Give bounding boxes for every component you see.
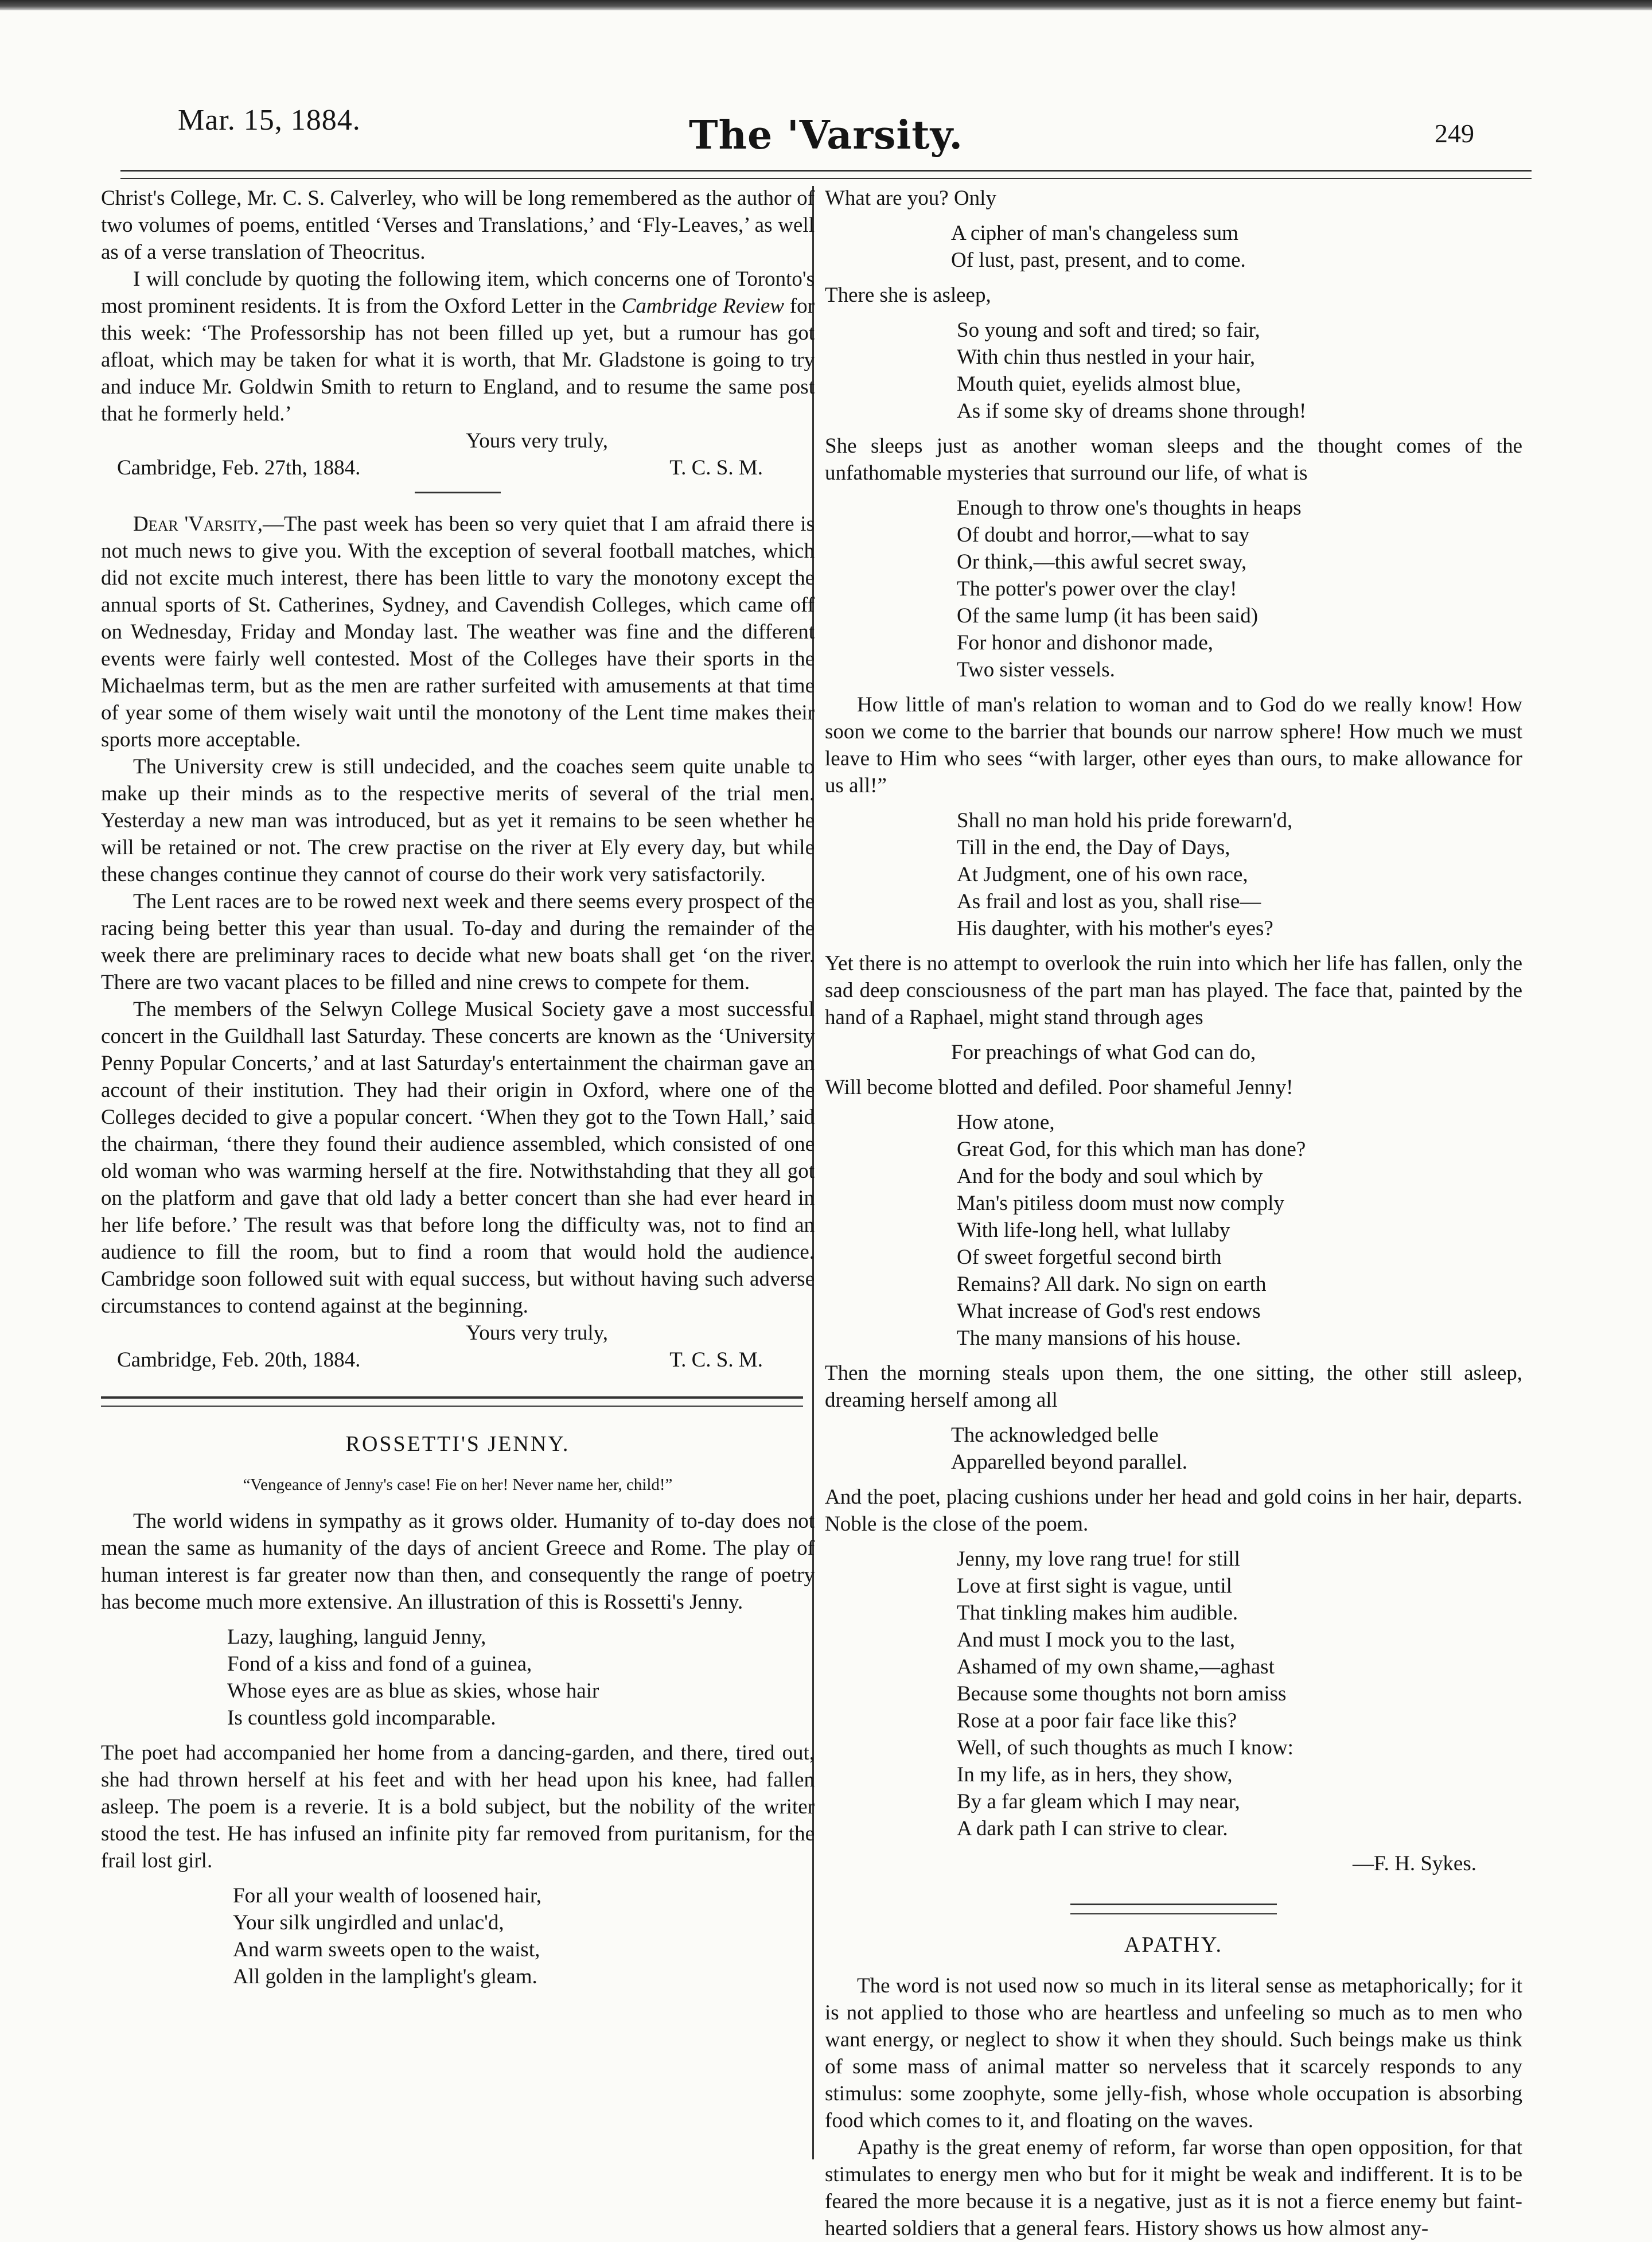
letter-paragraph [101,511,815,753]
header-rule [120,170,1532,179]
signature-line [101,1346,815,1373]
article-paragraph: Yet there is no attempt to overlook the ruin into which her life has fallen, only the sad deep consciousness of the part man has played. The face that, painted by the hand of a Raphael, might stand through ages [825,952,1522,1029]
issue-date: Mar. 15, 1884. [178,104,361,137]
article-paragraph: Then the morning steals upon them, the one sitting, the other still asleep, dreaming herself among all [825,1361,1522,1412]
verse-quote: Lazy, laughing, languid Jenny, Fond of a kiss and fond of a guinea, Whose eyes are as blue as skies, whose hair Is countless gold incomparable. [227,1625,599,1730]
article-paragraph: The poet had accompanied her home from a dancing-garden, and there, tired out, she had thrown herself at his feet and with her head upon his knee, had fallen asleep. The poem is a reverie. It is a bold subject, but the nobility of the writer stood the test. He has infused an infinite pity far removed from puritanism, for the frail lost girl. [101,1741,815,1873]
verse-quote: Jenny, my love rang true! for still Love at first sight is vague, until That tinkling makes him audible. And must I mock you to the last, Ashamed of my own shame,—aghast Because some thoughts not born amiss Rose at a poor fair face like this? Well, of such thoughts as much I know: In my life, as in hers, they show, By a far gleam which I may near, A dark path I can strive to clear. [957,1547,1293,1840]
closing: Yours very truly, [466,1321,608,1345]
letter-paragraph: Christ's College, Mr. C. S. Calverley, who will be long remembered as the author of two volumes of poems, entitled ‘Verses and Translations,’ and ‘Fly-Leaves,’ as well as of a verse translation of Theocritus. [101,186,815,264]
epigraph: “Vengeance of Jenny's case! Fie on her! Never name her, child!” [243,1476,673,1494]
left-column [101,185,815,1998]
verse-quote: Shall no man hold his pride forewarn'd, Till in the end, the Day of Days, At Judgment, one of his own race, As frail and lost as you, shall rise— His daughter, with his mother's eyes? [957,809,1293,940]
letter-paragraph: The University crew is still undecided, and the coaches seem quite unable to make up their minds as to the respective merits of several of the trial men. Yesterday a new man was introduced, but as yet it remains to be seen whether he will be retained or not. The crew practise on the river at Ely every day, but while these changes continue they cannot of course do their work very satisfactorily. [101,755,815,886]
letter-paragraph [101,266,815,427]
place-date: Cambridge, Feb. 27th, 1884. [117,456,361,480]
publication-title: Cambridge Review [621,294,784,318]
text-run: I will conclude by quoting the following item, which concerns one of Toronto's most prominent residents. It is from the Oxford Letter in the [101,267,815,318]
author-signature: —F. H. Sykes. [1353,1852,1476,1875]
page-header [0,98,1652,166]
verse-quote: How atone, Great God, for this which man has done? And for the body and soul which by Man's pitiless doom must now comply With life-long hell, what lullaby Of sweet forgetful second birth Remains? All dark. No sign on earth What increase of God's rest endows The many mansions of his house. [957,1111,1306,1350]
verse-quote: Enough to throw one's thoughts in heaps Of doubt and horror,—what to say Or think,—this awful secret sway, The potter's power over the clay! Of the same lump (it has been said) For honor and dishonor made, Two sister vessels. [957,496,1302,682]
page-top-edge [0,0,1652,10]
article-paragraph: How little of man's relation to woman and to God do we really know! How soon we come to the barrier that bounds our narrow sphere! How much we must leave to Him who sees “with larger, other eyes than ours, to make allowance for us all!” [825,693,1522,797]
closing: Yours very truly, [466,429,608,453]
initials: T. C. S. M. [669,456,763,480]
text-run: for this week: ‘The Professorship has not been filled up yet, but a rumour has got afloat, which may be taken for what it is worth, that Mr. Gladstone is going to try and induce Mr. Goldwin Smith to return to England, and to resume the same post that he formerly held.’ [101,294,815,426]
article-paragraph: There she is asleep, [825,283,991,307]
verse-quote: For all your wealth of loosened hair, Your silk ungirdled and unlac'd, And warm sweets open to the waist, All golden in the lamplight's gleam. [233,1884,541,1988]
letter-paragraph: The Lent races are to be rowed next week and there seems every prospect of the racing being better this year than usual. To-day and during the remainder of the week there are preliminary races to decide what new boats shall get ‘on the river. There are two vacant places to be filled and nine crews to compete for them. [101,890,815,994]
verse-quote: So young and soft and tired; so fair, With chin thus nestled in your hair, Mouth quiet, eyelids almost blue, As if some sky of dreams shone through! [957,318,1307,423]
article-paragraph: Will become blotted and defiled. Poor shameful Jenny! [825,1076,1293,1099]
place-date: Cambridge, Feb. 20th, 1884. [117,1348,361,1372]
verse-quote: The acknowledged belle Apparelled beyond parallel. [951,1423,1187,1474]
letter-paragraph: The members of the Selwyn College Musical Society gave a most successful concert in the Guildhall last Saturday. These concerts are known as the ‘University Penny Popular Concerts,’ and at last Saturday's entertainment the chairman gave an account of their institution. They had their origin in Oxford, where one of the Colleges decided to give a popular concert. ‘When they got to the Town Hall,’ said the chairman, ‘there they found their audience assembled, which consisted of one old woman who was warming herself at the fire. Notwithstahding that they all got on the platform and gave that old lady a better concert than she had ever heard in her life before.’ The result was that before long the difficulty was, not to find an audience to fill the room, but to find a room that would hold the audience. Cambridge soon followed suit with equal success, but without having such adverse circumstances to contend against at the beginning. [101,998,815,1318]
article-divider [1070,1904,1277,1914]
article-paragraph: The world widens in sympathy as it grows older. Humanity of to-day does not mean the same as humanity of the days of ancient Greece and Rome. The play of human interest is far greater now than then, and consequently the range of poetry has become much more extensive. An illustration of this is Rossetti's Jenny. [101,1509,815,1614]
signature-line [101,454,815,481]
article-paragraph: And the poet, placing cushions under her head and gold coins in her hair, departs. Noble is the close of the poem. [825,1485,1522,1536]
text-run: —The past week has been so very quiet that I am afraid there is not much news to give you. With the exception of several football matches, which did not excite much interest, there has been little to vary the monotony except the annual sports of St. Catherines, Sydney, and Cavendish Colleges, which came off on Wednesday, Friday and Monday last. The weather was fine and the different events were fairly well contested. Most of the Colleges have their sports in the Michaelmas term, but as the men are rather surfeited with amusements at that time of year some of them wisely wait until the monotony of the Lent time makes their sports more acceptable. [101,512,815,752]
article-title: APATHY. [1124,1933,1224,1957]
initials: T. C. S. M. [669,1348,763,1372]
salutation: Dear 'Varsity, [133,512,263,536]
article-divider [101,1396,803,1407]
article-paragraph: What are you? Only [825,186,996,210]
article-paragraph: She sleeps just as another woman sleeps and the thought comes of the unfathomable mysteries that surround our life, of what is [825,434,1522,485]
page-number: 249 [1435,119,1474,148]
article-paragraph: Apathy is the great enemy of reform, far worse than open opposition, for that stimulates to energy men who but for it might be weak and indifferent. It is to be feared the more because it is a negative, just as it is not a fierce enemy but faint-hearted soldiers that a general fears. History shows us how almost any- [825,2136,1522,2240]
section-divider [415,492,501,493]
masthead-title: The 'Varsity. [688,112,964,158]
verse-quote: For preachings of what God can do, [951,1041,1256,1064]
article-paragraph: The word is not used now so much in its literal sense as metaphorically; for it is not applied to those who are heartless and unfeeling so much as to men who want energy, or neglect to show it when they should. Such beings make us think of some mass of animal matter so nerveless that it scarcely responds to any stimulus: some zoophyte, some jelly-fish, whose whole occupation is absorbing food which comes to it, and floating on the waves. [825,1974,1522,2132]
verse-quote: A cipher of man's changeless sum Of lust, past, present, and to come. [951,221,1246,272]
article-title: ROSSETTI'S JENNY. [345,1432,570,1456]
right-column [825,185,1522,2242]
